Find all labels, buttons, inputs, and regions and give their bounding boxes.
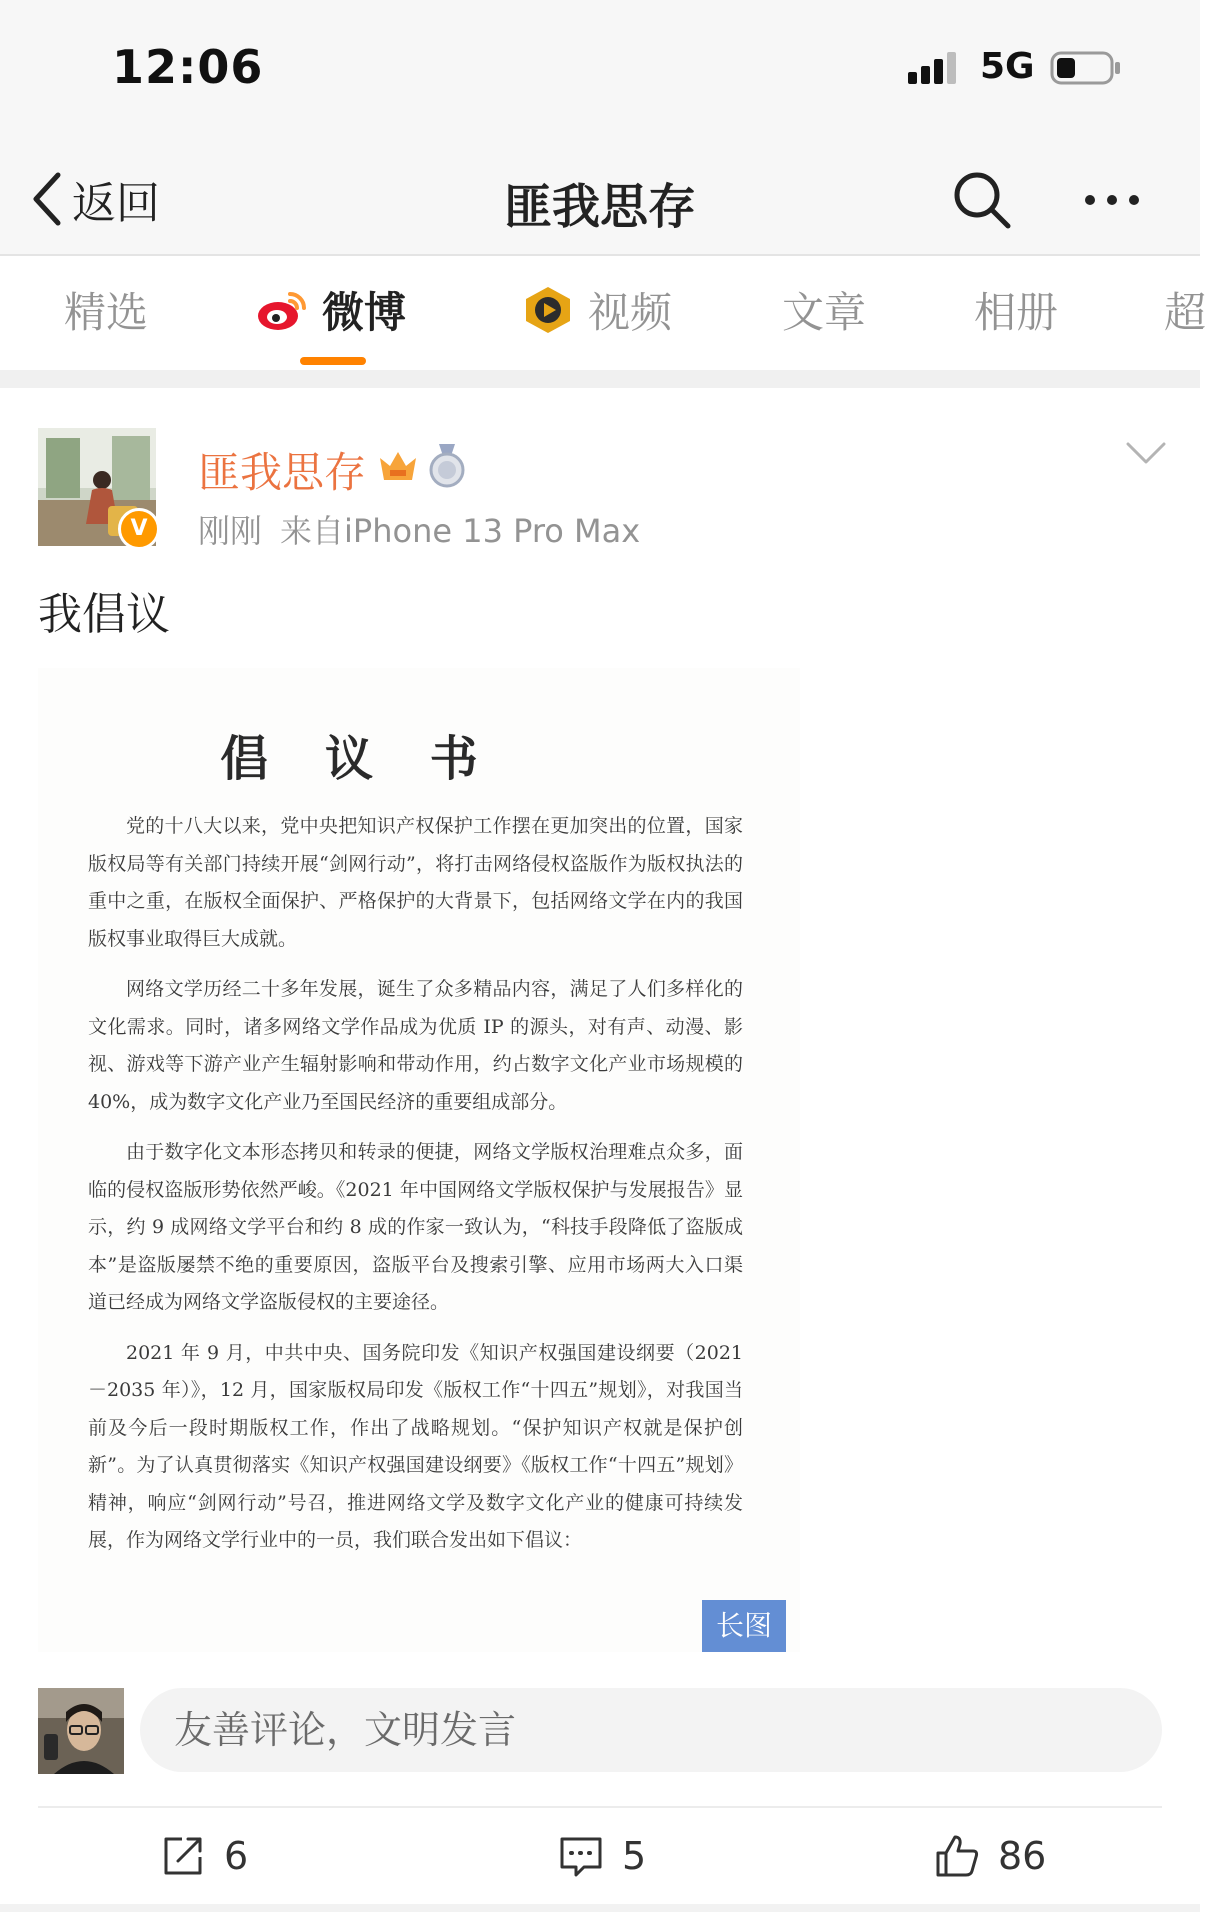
page-title: 匪我思存: [503, 179, 696, 235]
post-time: 刚刚: [198, 512, 263, 550]
post-source: 来自iPhone 13 Pro Max: [280, 512, 641, 550]
repost-count: 6: [224, 1834, 249, 1878]
tab-articles[interactable]: [782, 280, 866, 340]
tab-label: 视频: [588, 288, 673, 337]
crown-badge-icon[interactable]: [376, 444, 420, 488]
tab-label: 微博: [322, 288, 407, 337]
bottom-band: [0, 1904, 1200, 1912]
post-text: 我倡议: [38, 589, 170, 640]
post-image[interactable]: [38, 668, 800, 1652]
tab-label: 超: [1164, 288, 1206, 337]
author-name[interactable]: 匪我思存: [198, 448, 367, 497]
signal-icon: [908, 50, 964, 86]
status-time: 12:06: [112, 40, 264, 94]
tab-label: 文章: [782, 288, 867, 337]
back-button[interactable]: [28, 164, 160, 234]
more-icon[interactable]: [1080, 176, 1144, 224]
repost-button[interactable]: [160, 1826, 248, 1886]
chevron-down-icon[interactable]: [1124, 438, 1168, 468]
long-image-badge: 长图: [702, 1600, 786, 1652]
medal-badge-icon[interactable]: [426, 442, 468, 490]
document-paragraph: 2021 年 9 月，中共中央、国务院印发《知识产权强国建设纲要（2021－2035 年）》，12 月，国家版权局印发《版权工作“十四五”规划》，对我国当前及今后一段时期版权工作，作出了战略规划。“保护知识产权就是保护创新”。为了认真贯彻落实《知识产权强国建设纲要》《版权工作“十四五”规划》精神，响应“剑网行动”号召，推进网络文学及数字文化产业的健康可持续发展，作为网络文学行业中的一员，我们联合发出如下倡议：: [88, 1341, 743, 1551]
network-label: 5G: [980, 46, 1035, 87]
weibo-icon: [256, 284, 308, 336]
battery-icon: [1050, 50, 1122, 86]
repost-icon: [160, 1833, 206, 1879]
section-divider: [0, 370, 1200, 388]
comment-input[interactable]: [140, 1688, 1162, 1772]
tab-featured[interactable]: [64, 280, 148, 340]
comment-count: 5: [622, 1834, 647, 1878]
tab-super-topic[interactable]: [1164, 280, 1206, 340]
divider: [38, 1806, 1162, 1808]
tab-bar: [0, 258, 1206, 370]
document-paragraph: 由于数字化文本形态拷贝和转录的便捷，网络文学版权治理难点众多，面临的侵权盗版形势依然严峻。《2021 年中国网络文学版权保护与发展报告》显示，约 9 成网络文学平台和约 8 成的作家一致认为，“科技手段降低了盗版成本”是盗版屡禁不绝的重要原因，盗版平台及搜索引擎、应用市场两大入口渠道已经成为网络文学盗版侵权的主要途径。: [88, 1141, 743, 1313]
back-label: 返回: [72, 178, 160, 229]
tab-label: 相册: [974, 288, 1059, 337]
comment-button[interactable]: [558, 1826, 646, 1886]
search-icon[interactable]: [950, 168, 1014, 232]
document-body: [88, 808, 743, 1573]
like-count: 86: [998, 1834, 1047, 1878]
tab-weibo[interactable]: [256, 280, 406, 340]
document-paragraph: 党的十八大以来，党中央把知识产权保护工作摆在更加突出的位置，国家版权局等有关部门持续开展“剑网行动”，将打击网络侵权盗版作为版权执法的重中之重，在版权全面保护、严格保护的大背景下，包括网络文学在内的我国版权事业取得巨大成就。: [88, 815, 743, 950]
tab-albums[interactable]: [974, 280, 1058, 340]
verified-badge: V: [118, 508, 160, 550]
thumbs-up-icon: [934, 1833, 980, 1879]
tab-label: 精选: [64, 288, 149, 337]
active-tab-indicator: [300, 357, 366, 365]
chevron-left-icon: [28, 169, 66, 229]
document-title: 倡 议 书: [220, 731, 498, 787]
tab-video[interactable]: [522, 280, 672, 340]
nav-bar: [0, 140, 1200, 256]
user-avatar-photo: [38, 1688, 124, 1774]
comment-icon: [558, 1833, 604, 1879]
status-bar: [0, 0, 1200, 140]
user-avatar[interactable]: [38, 1688, 124, 1774]
video-icon: [522, 284, 574, 336]
document-paragraph: 网络文学历经二十多年发展，诞生了众多精品内容，满足了人们多样化的文化需求。同时，诸多网络文学作品成为优质 IP 的源头，对有声、动漫、影视、游戏等下游产业产生辐射影响和带动作用，约占数字文化产业市场规模的 40%，成为数字文化产业乃至国民经济的重要组成部分。: [88, 978, 743, 1113]
post-meta: [198, 506, 640, 552]
like-button[interactable]: [934, 1826, 1046, 1886]
